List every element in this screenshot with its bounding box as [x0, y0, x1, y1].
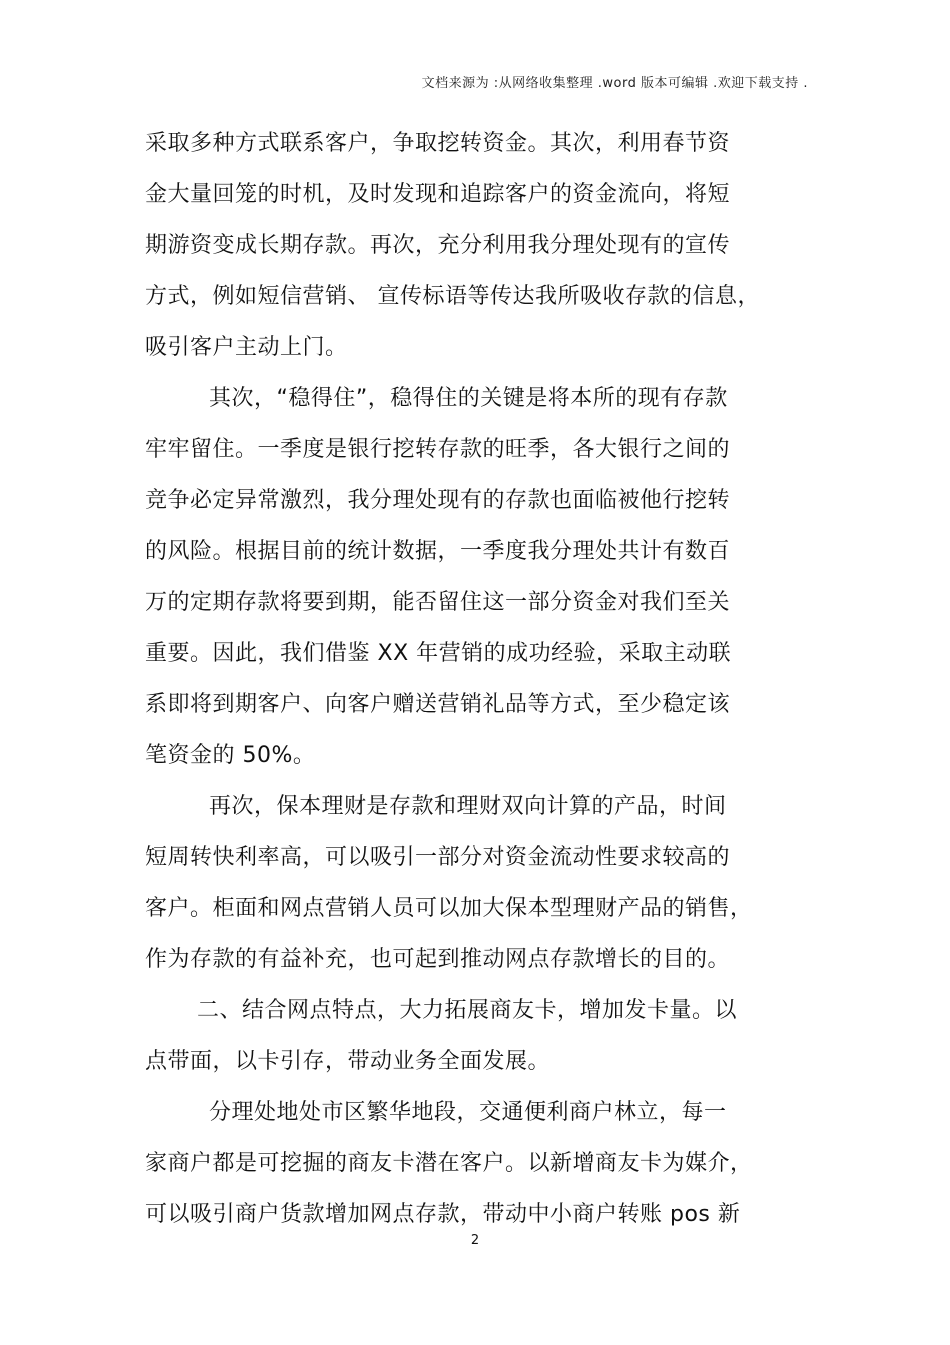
text-line: 牢牢留住。一季度是银行挖转存款的旺季，各大银行之间的 [145, 437, 731, 462]
text-line: 竞争必定异常激烈，我分理处现有的存款也面临被他行挖转 [145, 488, 731, 513]
paragraph-start-line: 再次，保本理财是存款和理财双向计算的产品，时间 [209, 794, 727, 819]
document-body [145, 118, 810, 1240]
page-header: 文档来源为 :从网络收集整理 .word 版本可编辑 .欢迎下载支持 . [421, 76, 808, 91]
text-line: 家商户都是可挖掘的商友卡潜在客户。以新增商友卡为媒介， [145, 1151, 753, 1176]
text-line: 万的定期存款将要到期，能否留住这一部分资金对我们至关 [145, 590, 731, 615]
text-line: 点带面，以卡引存，带动业务全面发展。 [145, 1049, 551, 1074]
text-line: 可以吸引商户货款增加网点存款，带动中小商户转账 pos 新 [145, 1202, 741, 1227]
text-line: 作为存款的有益补充，也可起到推动网点存款增长的目的。 [145, 947, 731, 972]
page-number: 2 [470, 1233, 480, 1248]
paragraph-start-line: 分理处地处市区繁华地段，交通便利商户林立，每一 [209, 1100, 727, 1125]
text-line: 吸引客户主动上门。 [145, 335, 348, 360]
text-line: 客户。柜面和网点营销人员可以加大保本型理财产品的销售， [145, 896, 753, 921]
paragraph-start-line: 其次，“稳得住”，稳得住的关键是将本所的现有存款 [209, 386, 728, 411]
text-line: 系即将到期客户、向客户赠送营销礼品等方式，至少稳定该 [145, 692, 731, 717]
text-line: 期游资变成长期存款。再次，充分利用我分理处现有的宣传 [145, 233, 731, 258]
text-line: 重要。因此，我们借鉴 XX 年营销的成功经验，采取主动联 [145, 641, 732, 666]
text-line: 的风险。根据目前的统计数据，一季度我分理处共计有数百 [145, 539, 731, 564]
text-line: 短周转快利率高，可以吸引一部分对资金流动性要求较高的 [145, 845, 731, 870]
text-line: 采取多种方式联系客户，争取挖转资金。其次，利用春节资 [145, 131, 731, 156]
text-line: 笔资金的 50%。 [145, 743, 316, 768]
section-heading-line: 二、结合网点特点，大力拓展商友卡，增加发卡量。以 [197, 998, 738, 1023]
text-line: 金大量回笼的时机，及时发现和追踪客户的资金流向，将短 [145, 182, 731, 207]
text-line: 方式，例如短信营销、 宣传标语等传达我所吸收存款的信息， [145, 284, 760, 309]
